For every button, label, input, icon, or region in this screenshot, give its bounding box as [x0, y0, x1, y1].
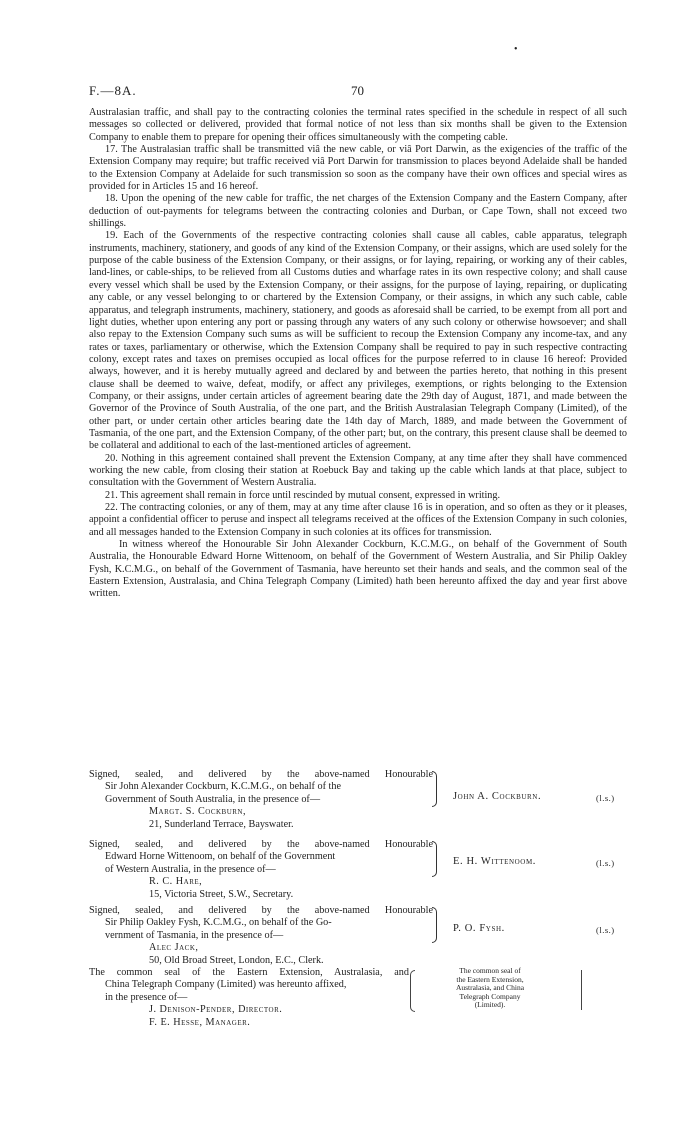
witness-name: R. C. Hare, — [149, 876, 203, 888]
seal-mark: (l.s.) — [596, 793, 615, 803]
seal-text-line: Australasia, and China — [455, 983, 525, 993]
witness-name: Margt. S. Cockburn, — [149, 806, 247, 818]
clause-20: 20. Nothing in this agreement contained shall prevent the Extension Company, at any time after they shall have commenced working the new cable, from closing their station at Roebuck Bay and taking up the cable which lands at that place, subject to consultation with the Government of Western Australia. — [89, 452, 627, 489]
signature-block-cockburn — [89, 769, 627, 831]
witness-director: J. Denison-Pender, Director. — [149, 1004, 283, 1016]
signature-block-wittenoom — [89, 839, 627, 901]
page-header — [89, 83, 627, 99]
page-number: 70 — [351, 83, 364, 98]
attestation-line: Sir John Alexander Cockburn, K.C.M.G., on behalf of the — [105, 781, 341, 793]
attestation-line: vernment of Tasmania, in the presence of— — [105, 929, 284, 941]
brace — [432, 907, 437, 943]
seal-mark: (l.s.) — [596, 858, 615, 868]
agreement-text — [89, 107, 627, 601]
attestation-line: The common seal of the Eastern Extension, Australasia, and — [89, 967, 409, 978]
paragraph-continuation: Australasian traffic, and shall pay to the contracting colonies the terminal rates specified in the schedule in respect of all such messages so collected or delivered, provided that formal notice of not less than six months shall be given to the Extension Company to enable them to prepare for opening their offices simultaneously with the competing cable. — [89, 107, 627, 143]
attestation-line: Signed, sealed, and delivered by the above-named Honourable — [89, 769, 433, 780]
witness-manager: F. E. Hesse, Manager. — [149, 1016, 251, 1028]
clause-17: 17. The Australasian traffic shall be transmitted viâ the new cable, or viâ Port Darwin, as the exigencies of the traffic of the Extension Company may require; but traffic received viâ Port Darwin for transmission to places beyond Adelaide shall be handed to the Extension Company at Adelaide for such transmission so soon as the company have their own offices and special wires as provided for in Articles 15 and 16 hereof. — [89, 144, 627, 193]
seal-mark: (l.s.) — [596, 925, 615, 935]
witness-name: Alec Jack, — [149, 942, 199, 954]
seal-text-line: (Limited). — [474, 1000, 506, 1010]
brace — [432, 841, 437, 877]
seal-text-line: the Eastern Extension, — [456, 974, 524, 984]
brace — [432, 771, 437, 807]
clause-21: 21. This agreement shall remain in force until rescinded by mutual consent, expressed in writing. — [105, 489, 501, 501]
company-seal — [410, 966, 582, 1014]
clause-22: 22. The contracting colonies, or any of them, may at any time after clause 16 is in operation, and so often as they or it pleases, appoint a confidential officer to peruse and inspect all telegrams received at the offices of the Extension Company in such colonies, and all messages handed to the Extension Company in such colonies at its offices for transmission. — [89, 502, 627, 538]
signature-block-fysh — [89, 905, 627, 967]
seal-text-line: Telegraph Company — [459, 991, 521, 1001]
attestation-line: Signed, sealed, and delivered by the above-named Honourable — [89, 839, 433, 850]
clause-18: 18. Upon the opening of the new cable for traffic, the net charges of the Extension Company and the Eastern Company, after deduction of out-payments for telegrams between the contracting colonies and Durban, or Cape Town, shall not exceed two shillings. — [89, 193, 627, 230]
attestation-line: Government of South Australia, in the presence of— — [105, 793, 321, 805]
witness-clause: In witness whereof the Honourable Sir John Alexander Cockburn, K.C.M.G., on behalf of the Government of South Australia, the Honourable Edward Horne Wittenoom, on behalf of the Government of Western Australia, and Sir Philip Oakley Fysh, K.C.M.G., on behalf of the Government of Tasmania, have hereunto set their hands and seals, and the common seal of the Eastern Extension, Australasia, and China Telegraph Company (Limited) hath been hereunto affixed the day and year first above written. — [89, 539, 627, 600]
attestation-line: in the presence of— — [105, 991, 188, 1003]
speck: • — [514, 44, 518, 55]
attestation-line: Edward Horne Wittenoom, on behalf of the Government — [105, 851, 336, 863]
document-reference: F.—8A. — [89, 83, 137, 98]
witness-address: 15, Victoria Street, S.W., Secretary. — [149, 888, 294, 900]
clause-19: 19. Each of the Governments of the respective contracting colonies shall cause all cables, cable apparatus, telegraph instruments, machinery, stationery, and goods of any kind of the Extension Company, or their assigns, which are used solely for the purpose of the cable business of the Extension Company, or their assigns, or for laying, repairing, or working any of their cables, land-lines, or cable-ships, to be relieved from all Customs duties and wharfage rates in its own respective colony; and shall cause every vessel which shall be used by the Extension Company, or their assigns, for the purpose of laying, repairing, or duplicating any cable, or any vessel belonging to or chartered by the Extension Company, or their assigns, in which any such cable, cable apparatus, and telegraph instruments, machinery, stationery, and goods as aforesaid shall be carried, to be exempt from all port and light duties, whether upon entering any port or passing through any waters of any such colony or otherwise howsoever; and shall also repay to the Extension Company such sums as will be sufficient to recoup the Extension Company any income-tax, and any rates or taxes, parliamentary or otherwise, which the Extension Company shall be required to pay in such respective contracting colony, except rates and taxes on premises occupied as local offices for the purpose referred to in clause 16 hereof: Provided always, however, and it is hereby mutually agreed and declared by and between the parties hereto, that nothing in this present clause shall be deemed to waive, defeat, modify, or affect any privileges, exemptions, or rights belonging to the Extension Company, or their assigns, under certain articles of agreement bearing date the 29th day of August, 1871, and made between the Governor of the Province of South Australia, of the one part, and the British Australasian Telegraph Company (Limited), of the other part, or under certain other articles bearing date the 14th day of March, 1889, and made between the Government of Tasmania, of the one part, and the Extension Company, of the other part; but, on the contrary, this present clause shall be deemed to be collateral and additional to each of the last-mentioned articles of agreement. — [89, 230, 627, 452]
signatory-name: E. H. Wittenoom. — [453, 856, 536, 867]
attestation-line: of Western Australia, in the presence of— — [105, 863, 276, 875]
witness-address: 50, Old Broad Street, London, E.C., Clerk. — [149, 954, 324, 966]
signatory-name: P. O. Fysh. — [453, 923, 505, 934]
signatory-name: John A. Cockburn. — [453, 791, 542, 802]
witness-address: 21, Sunderland Terrace, Bayswater. — [149, 818, 294, 830]
attestation-line: Signed, sealed, and delivered by the above-named Honourable — [89, 905, 433, 916]
seal-text-line: The common seal of — [459, 966, 521, 975]
attestation-line: China Telegraph Company (Limited) was hereunto affixed, — [105, 979, 347, 991]
attestation-line: Sir Philip Oakley Fysh, K.C.M.G., on behalf of the Go- — [105, 917, 332, 929]
